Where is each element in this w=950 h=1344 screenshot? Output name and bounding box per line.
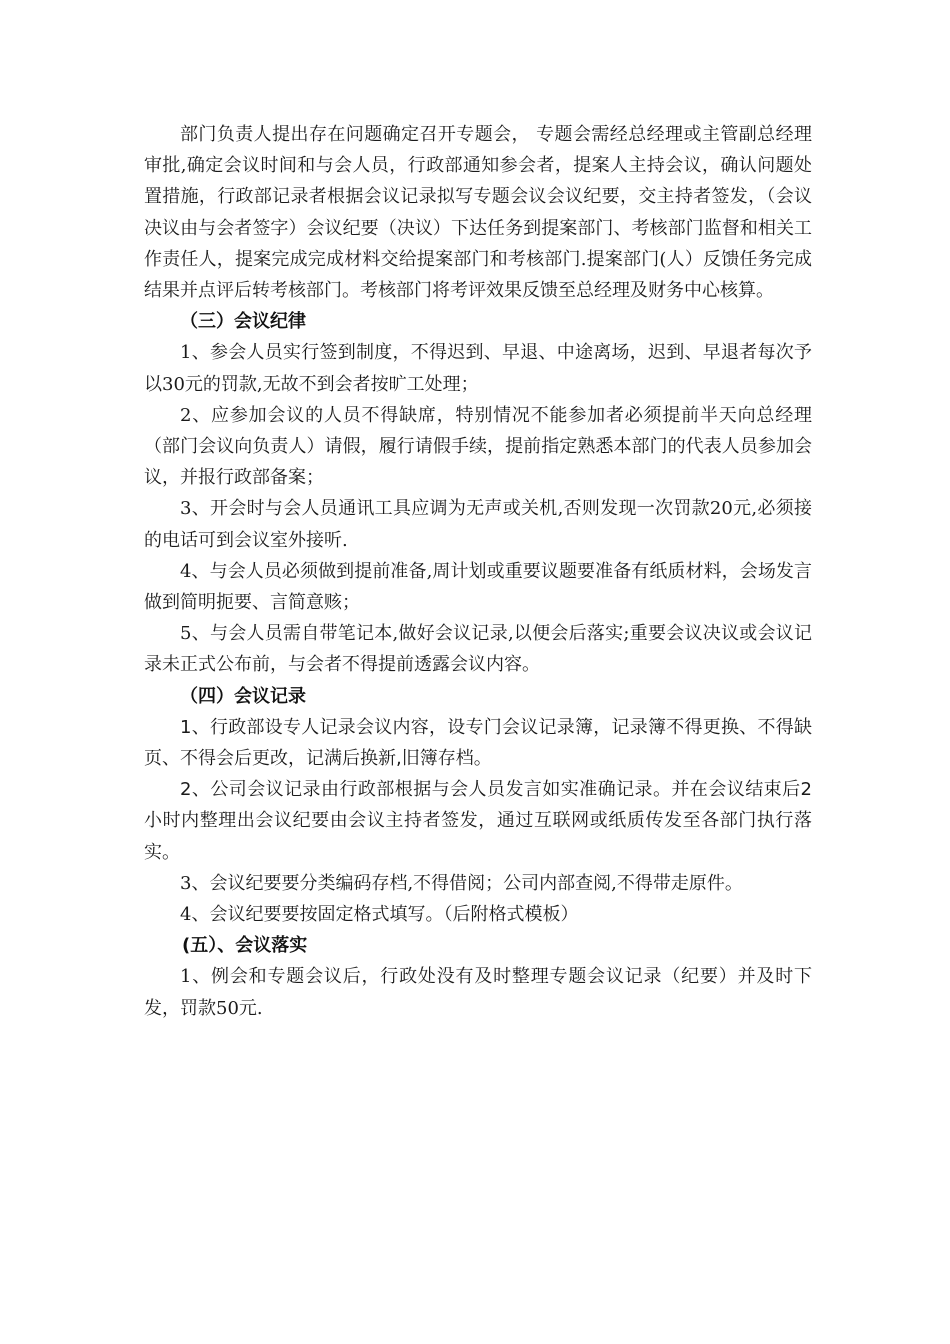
document-body [144,119,812,1024]
section-3-item-1: 1、参会人员实行签到制度，不得迟到、早退、中途离场，迟到、早退者每次予以30元的罚款,无故不到会者按旷工处理； [144,342,812,395]
section-4-item-3: 3、会议纪要要分类编码存档,不得借阅；公司内部查阅,不得带走原件。 [180,872,743,894]
section-4-item-1: 1、行政部设专人记录会议内容，设专门会议记录簿，记录簿不得更换、不得缺页、不得会后更改，记满后换新,旧簿存档。 [144,716,812,770]
section-4-item-2: 2、公司会议记录由行政部根据与会人员发言如实准确记录。并在会议结束后2小时内整理出会议纪要由会议主持者签发，通过互联网或纸质传发至各部门执行落实。 [144,779,812,863]
intro-paragraph: 部门负责人提出存在问题确定召开专题会， 专题会需经总经理或主管副总经理审批,确定会议时间和与会人员，行政部通知参会者，提案人主持会议，确认问题处置措施，行政部记录者根据会议记录拟写专题会议会议纪要，交主持者签发，（会议决议由与会者签字）会议纪要（决议）下达任务到提案部门、考核部门监督和相关工作责任人，提案完成完成材料交给提案部门和考核部门.提案部门(人）反馈任务完成结果并点评后转考核部门。考核部门将考评效果反馈至总经理及财务中心核算。 [144,124,812,302]
section-3-heading: （三）会议纪律 [180,311,306,333]
section-5-heading: (五）、会议落实 [182,935,308,957]
section-4-item-4: 4、会议纪要要按固定格式填写。（后附格式模板） [180,904,579,926]
section-3-item-2: 2、应参加会议的人员不得缺席，特别情况不能参加者必须提前半天向总经理（部门会议向负责人）请假，履行请假手续，提前指定熟悉本部门的代表人员参加会议，并报行政部备案； [144,404,812,489]
section-5-item-1: 1、例会和专题会议后，行政处没有及时整理专题会议记录（纪要）并及时下发，罚款50元. [144,966,812,1019]
section-3-item-3: 3、开会时与会人员通讯工具应调为无声或关机,否则发现一次罚款20元,必须接的电话可到会议室外接听. [144,498,812,551]
section-4-heading: （四）会议记录 [180,685,306,707]
section-3-item-5: 5、与会人员需自带笔记本,做好会议记录,以便会后落实;重要会议决议或会议记录未正式公布前，与会者不得提前透露会议内容。 [144,623,812,676]
section-3-item-4: 4、与会人员必须做到提前准备,周计划或重要议题要准备有纸质材料，会场发言做到简明扼要、言简意赅； [144,560,812,614]
